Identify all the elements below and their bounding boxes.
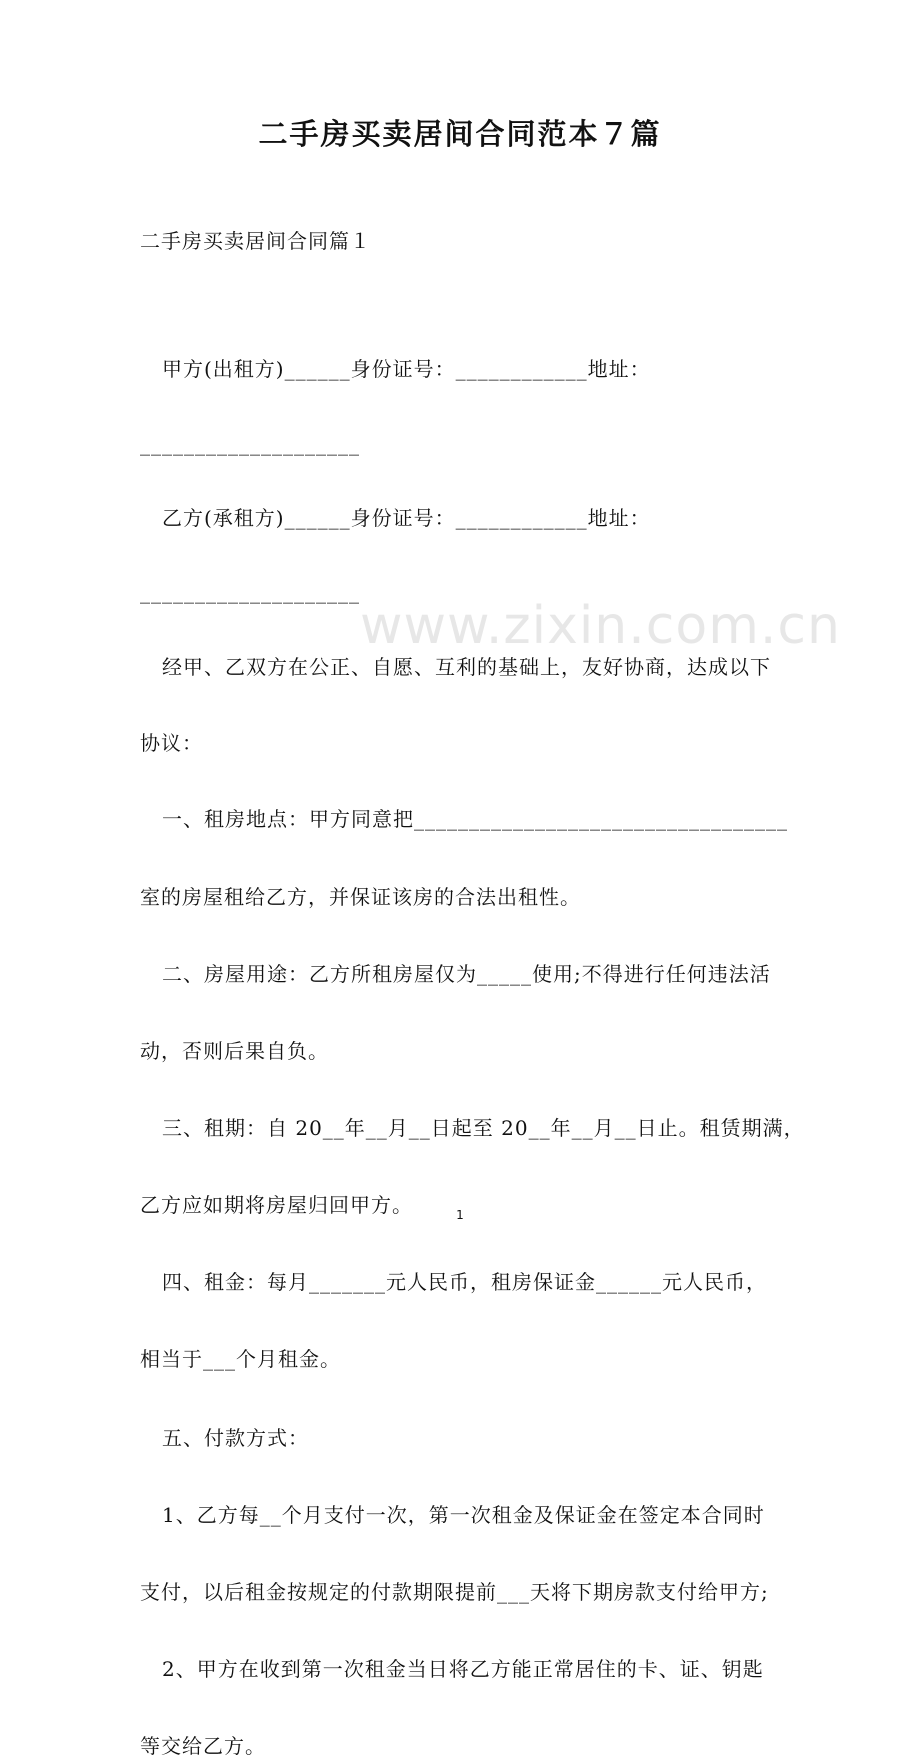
- document-title: 二手房买卖居间合同范本７篇: [258, 117, 662, 151]
- agreement-intro-line: 经甲、乙双方在公正、自愿、互利的基础上，友好协商，达成以下: [162, 655, 771, 679]
- clause-5-heading: 五、付款方式：: [162, 1426, 309, 1450]
- party-b-line: 乙方(承租方)______身份证号：____________地址：: [162, 506, 651, 530]
- payment-item-2-continuation: 等交给乙方。: [140, 1734, 266, 1758]
- clause-4-line: 四、租金：每月_______元人民币，租房保证金______元人民币，: [162, 1270, 767, 1294]
- section-heading: 二手房买卖居间合同篇１: [140, 229, 371, 253]
- payment-item-1-continuation: 支付，以后租金按规定的付款期限提前___天将下期房款支付给甲方;: [140, 1580, 769, 1604]
- agreement-intro-continuation: 协议：: [140, 731, 203, 755]
- clause-3-continuation: 乙方应如期将房屋归回甲方。: [140, 1193, 413, 1217]
- party-a-address-blank: ____________________: [140, 432, 360, 456]
- party-b-address-blank: ____________________: [140, 580, 360, 604]
- page-number: 1: [456, 1208, 464, 1222]
- clause-1-line: 一、租房地点：甲方同意把__________________________________: [162, 807, 788, 831]
- party-a-line: 甲方(出租方)______身份证号：____________地址：: [162, 357, 651, 381]
- clause-2-continuation: 动，否则后果自负。: [140, 1039, 329, 1063]
- payment-item-1-line: 1、乙方每__个月支付一次，第一次租金及保证金在签定本合同时: [162, 1503, 765, 1527]
- watermark: www.zixin.com.cn: [360, 596, 841, 656]
- clause-4-continuation: 相当于___个月租金。: [140, 1347, 341, 1371]
- payment-item-2-line: 2、甲方在收到第一次租金当日将乙方能正常居住的卡、证、钥匙: [162, 1657, 764, 1681]
- clause-2-line: 二、房屋用途：乙方所租房屋仅为_____使用;不得进行任何违法活: [162, 962, 771, 986]
- clause-3-line: 三、租期：自 20__年__月__日起至 20__年__月__日止。租赁期满，: [162, 1116, 805, 1140]
- clause-1-continuation: 室的房屋租给乙方，并保证该房的合法出租性。: [140, 885, 581, 909]
